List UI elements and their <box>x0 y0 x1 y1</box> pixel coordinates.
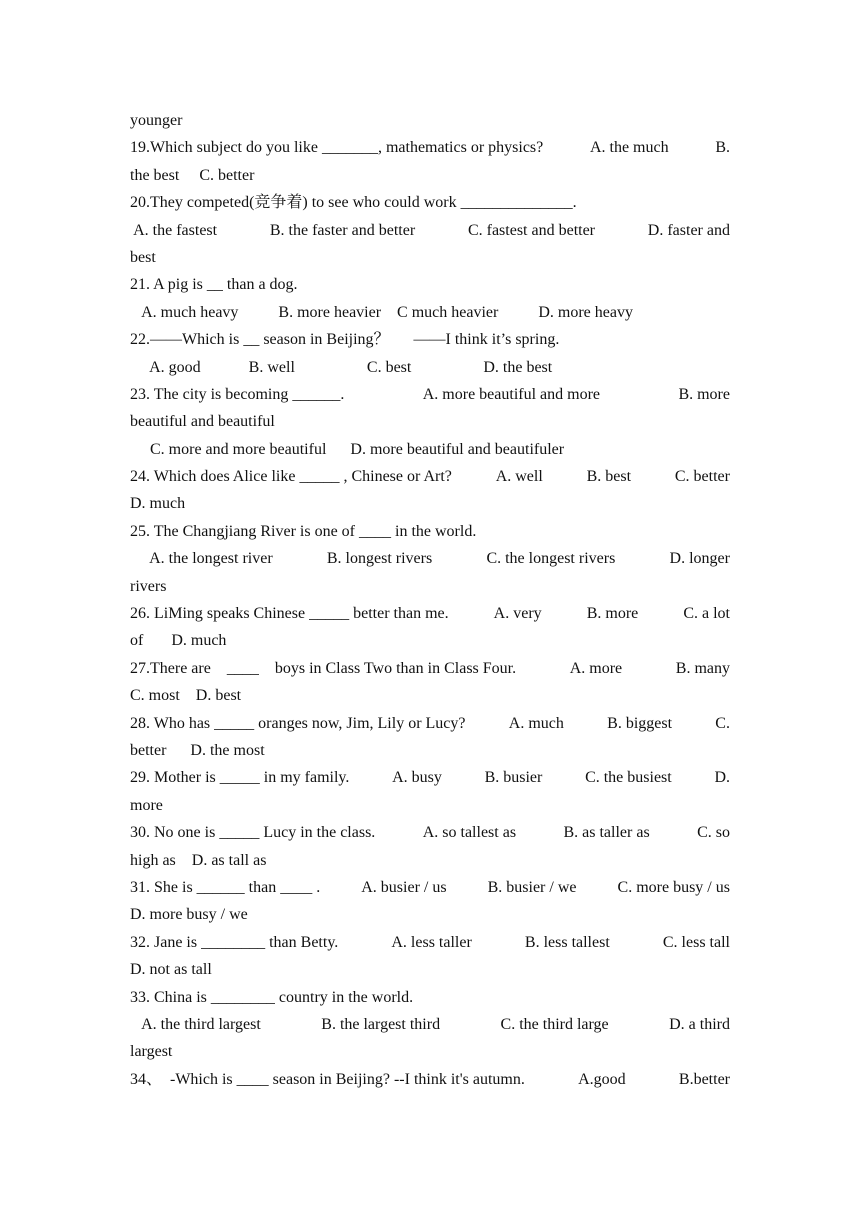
line-15: D. much <box>130 495 186 513</box>
q29-option-d: D. <box>714 769 730 787</box>
q23-option-b: B. more <box>678 385 730 403</box>
q28-option-c: C. <box>715 714 730 732</box>
q25-option-c: C. the longest rivers <box>486 550 616 568</box>
q26-stem: 26. LiMing speaks Chinese _____ better than me. <box>130 605 449 623</box>
q19-option-a: A. the much <box>589 139 669 157</box>
q28-stem: 28. Who has _____ oranges now, Jim, Lily or Lucy? <box>130 714 466 732</box>
q28-option-b: B. biggest <box>607 714 673 732</box>
q31-option-b: B. busier / we <box>487 878 577 896</box>
line-5 <box>130 217 730 244</box>
q34-stem: 34、 -Which is ____ season in Beijing? --I think it's autumn. <box>130 1070 525 1088</box>
q24-option-c: C. better <box>674 468 730 486</box>
q24-option-a: A. well <box>495 468 543 486</box>
line-18: rivers <box>130 577 167 595</box>
q27-stem: 27.There are ____ boys in Class Two than in Class Four. <box>130 659 517 677</box>
line-6: best <box>130 248 156 266</box>
line-2 <box>130 134 730 161</box>
q29-option-b: B. busier <box>484 769 543 787</box>
q19-stem: 19.Which subject do you like _______, mathematics or physics? <box>130 139 544 157</box>
line-21 <box>130 655 730 682</box>
q24-stem: 24. Which does Alice like _____ , Chinese or Art? <box>130 468 452 486</box>
q30-option-b: B. as taller as <box>563 824 650 842</box>
line-24: better D. the most <box>130 741 265 759</box>
document-page <box>130 107 730 1093</box>
q20-option-d: D. faster and <box>647 221 730 239</box>
q32-option-b: B. less tallest <box>524 933 610 951</box>
line-3: the best C. better <box>130 166 255 184</box>
q31-option-a: A. busier / us <box>361 878 447 896</box>
line-8: A. much heavy B. more heavier C much heavier D. more heavy <box>130 303 633 321</box>
q23-option-a: A. more beautiful and more <box>422 385 601 403</box>
q25-option-b: B. longest rivers <box>326 550 433 568</box>
line-36 <box>130 1066 730 1093</box>
q34-option-b: B.better <box>678 1070 730 1088</box>
q20-option-b: B. the faster and better <box>269 221 416 239</box>
line-19 <box>130 600 730 627</box>
line-12: beautiful and beautiful <box>130 413 275 431</box>
line-35: largest <box>130 1043 173 1061</box>
line-4: 20.They competed(竞争着) to see who could work ______________. <box>130 194 577 212</box>
line-23 <box>130 710 730 737</box>
q32-stem: 32. Jane is ________ than Betty. <box>130 933 339 951</box>
q33-option-a: A. the third largest <box>130 1015 261 1033</box>
q29-option-c: C. the busiest <box>585 769 672 787</box>
q23-stem: 23. The city is becoming ______. <box>130 385 345 403</box>
line-1: younger <box>130 112 183 129</box>
q19-option-b: B. <box>715 139 730 157</box>
line-14 <box>130 463 730 490</box>
line-9: 22.——Which is __ season in Beijing？ ——I think it’s spring. <box>130 331 560 349</box>
line-11 <box>130 381 730 408</box>
q20-option-a: A. the fastest <box>130 221 218 239</box>
line-7: 21. A pig is __ than a dog. <box>130 276 298 294</box>
q30-option-c: C. so <box>697 824 730 842</box>
q27-option-a: A. more <box>569 659 623 677</box>
q26-option-b: B. more <box>586 605 639 623</box>
q25-option-d: D. longer <box>669 550 730 568</box>
line-25 <box>130 764 730 791</box>
line-13: C. more and more beautiful D. more beautiful and beautifuler <box>130 440 565 458</box>
q33-option-b: B. the largest third <box>321 1015 441 1033</box>
line-28: high as D. as tall as <box>130 851 267 869</box>
line-33: 33. China is ________ country in the world. <box>130 988 414 1006</box>
q29-stem: 29. Mother is _____ in my family. <box>130 769 350 787</box>
q31-option-c: C. more busy / us <box>617 878 730 896</box>
q20-option-c: C. fastest and better <box>467 221 596 239</box>
q34-option-a: A.good <box>578 1070 626 1088</box>
line-32: D. not as tall <box>130 961 212 979</box>
line-29 <box>130 874 730 901</box>
line-10: A. good B. well C. best D. the best <box>130 358 553 376</box>
line-17 <box>130 545 730 572</box>
line-30: D. more busy / we <box>130 906 248 924</box>
q26-option-c: C. a lot <box>683 605 730 623</box>
line-27 <box>130 819 730 846</box>
q30-option-a: A. so tallest as <box>422 824 517 842</box>
line-31 <box>130 929 730 956</box>
line-16: 25. The Changjiang River is one of ____ in the world. <box>130 522 477 540</box>
q31-stem: 31. She is ______ than ____ . <box>130 878 321 896</box>
q27-option-b: B. many <box>675 659 730 677</box>
q28-option-a: A. much <box>508 714 564 732</box>
line-20: of D. much <box>130 632 227 650</box>
q32-option-c: C. less tall <box>662 933 730 951</box>
line-22: C. most D. best <box>130 687 242 705</box>
q26-option-a: A. very <box>493 605 542 623</box>
q33-option-c: C. the third large <box>500 1015 609 1033</box>
q25-option-a: A. the longest river <box>130 550 273 568</box>
q29-option-a: A. busy <box>392 769 442 787</box>
line-26: more <box>130 796 163 814</box>
q33-option-d: D. a third <box>669 1015 730 1033</box>
q32-option-a: A. less taller <box>391 933 472 951</box>
q24-option-b: B. best <box>586 468 632 486</box>
line-34 <box>130 1011 730 1038</box>
q30-stem: 30. No one is _____ Lucy in the class. <box>130 824 376 842</box>
